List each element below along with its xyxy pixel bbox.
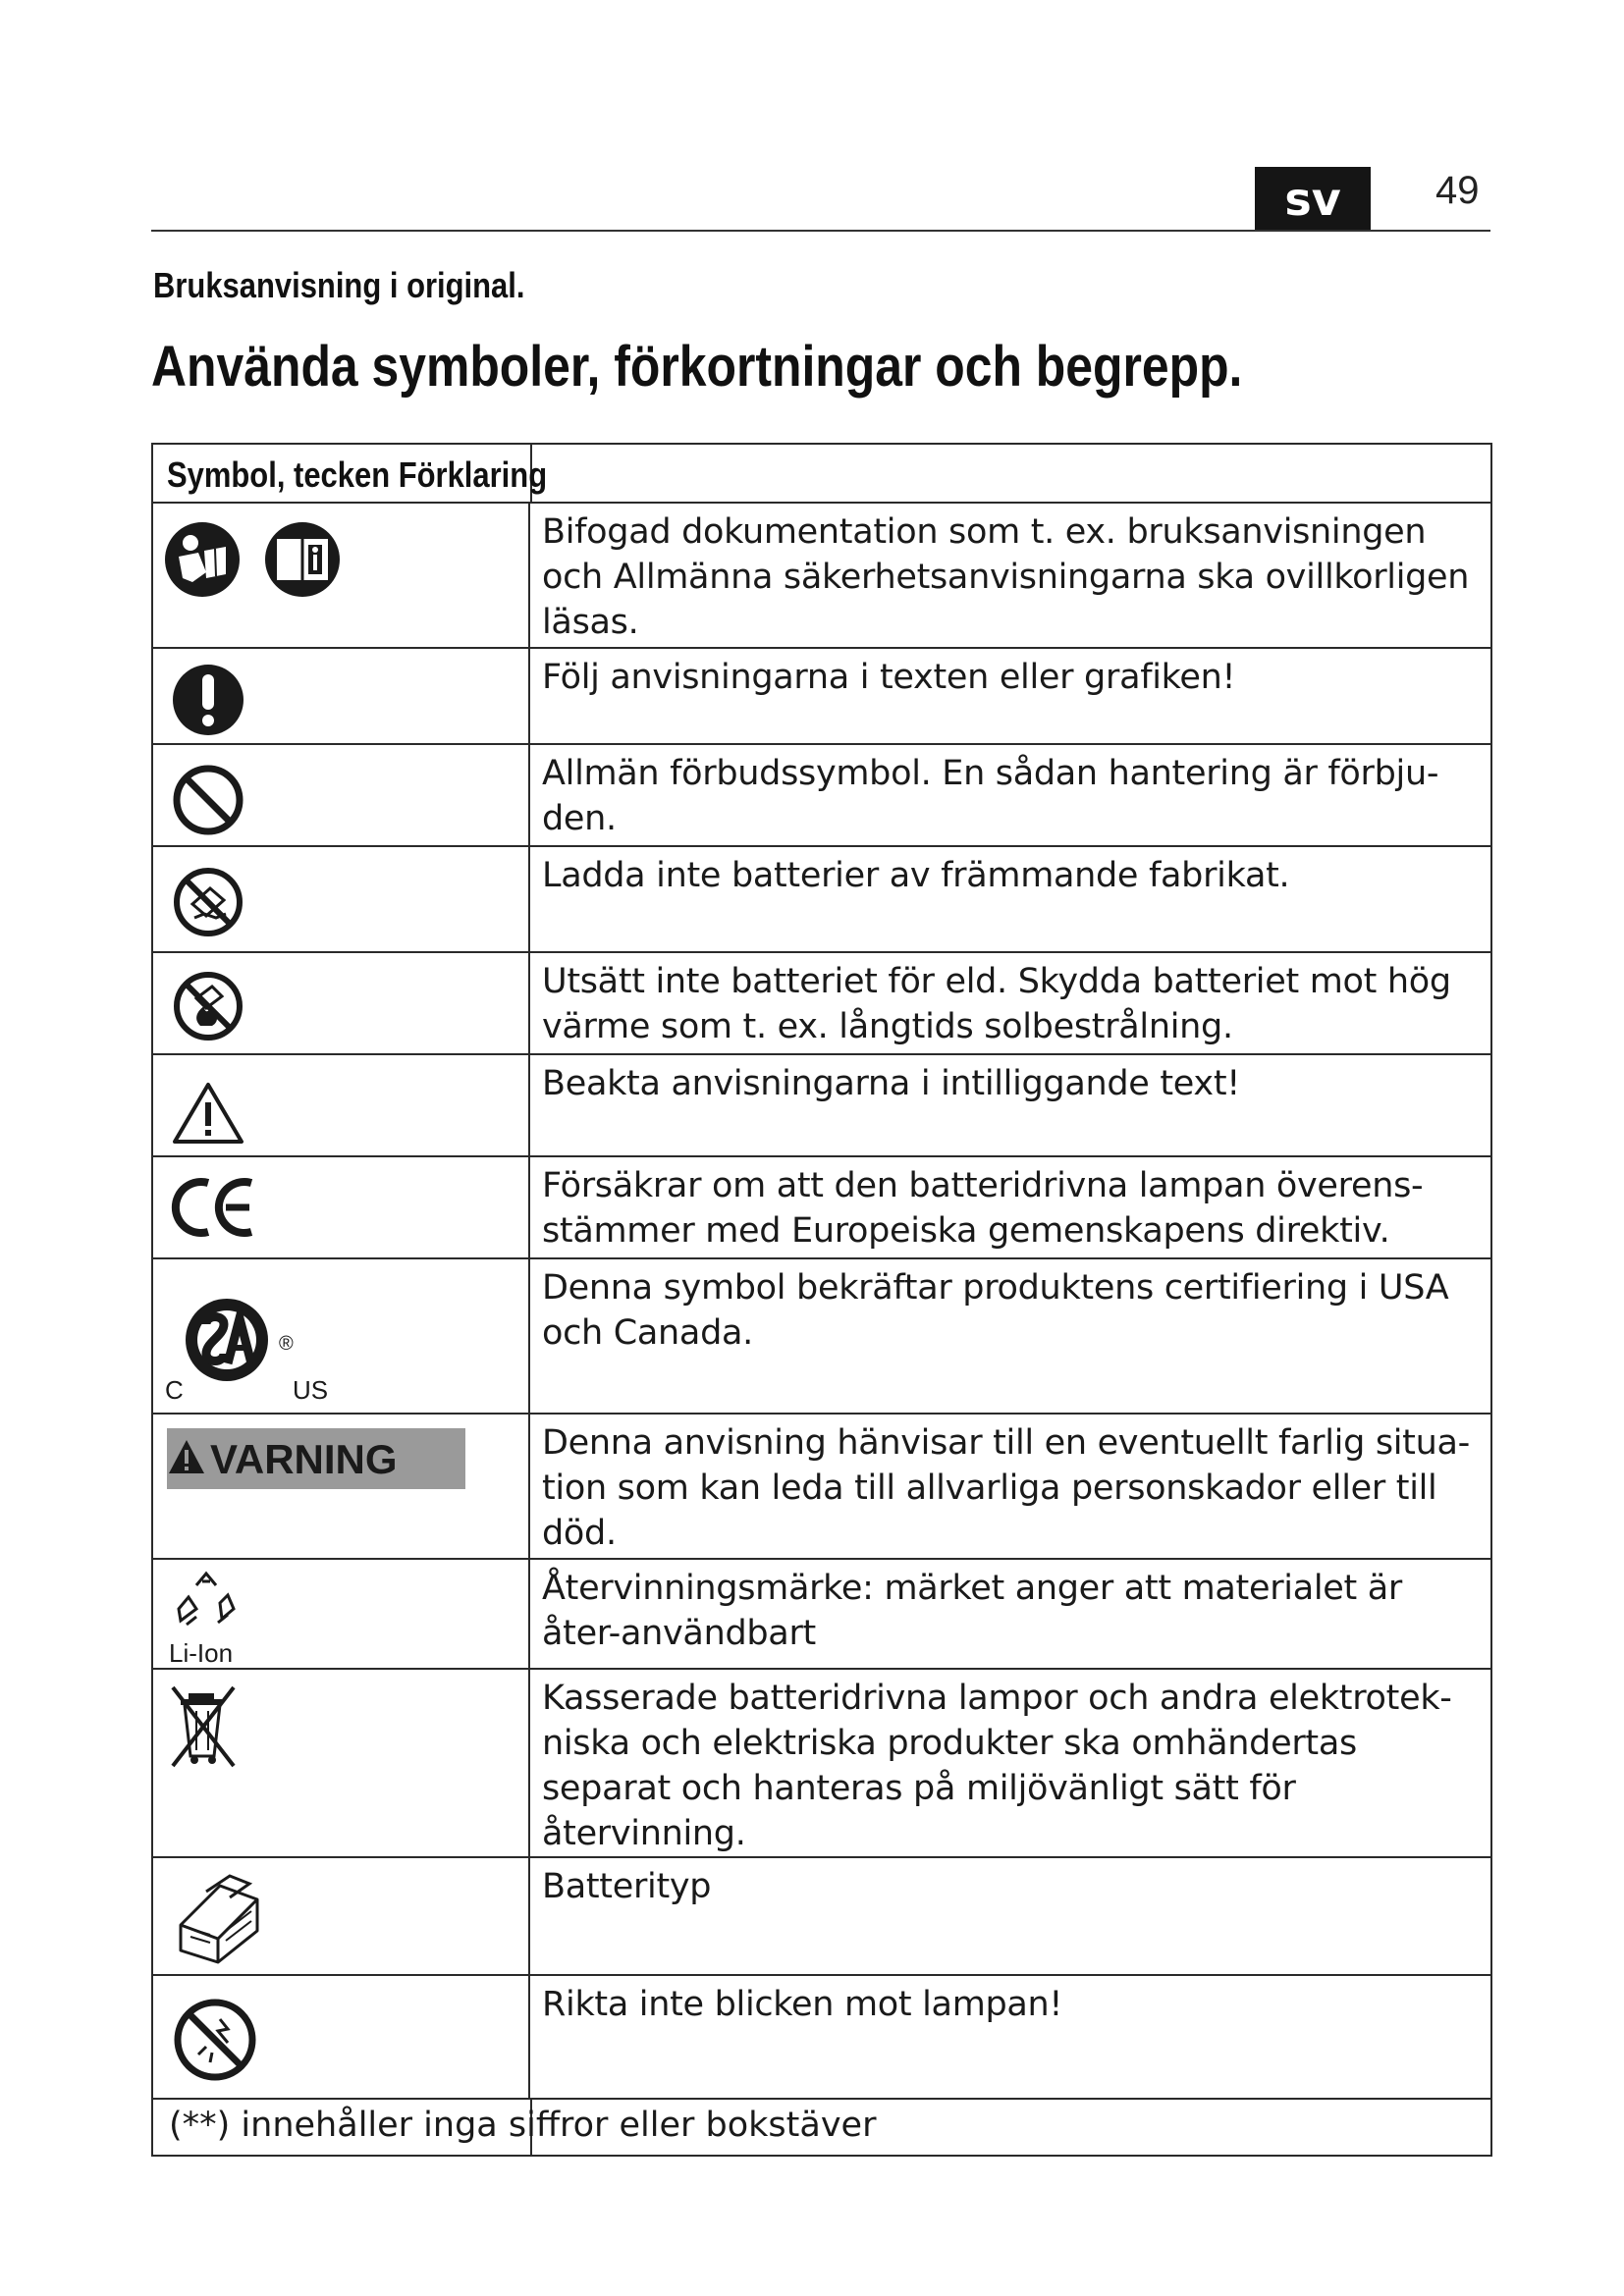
symbol-cell <box>152 1414 529 1559</box>
csa-label-c: C <box>165 1375 184 1405</box>
varning-label-icon <box>167 1428 465 1489</box>
table-row <box>152 1414 1491 1559</box>
li-ion-label: Li-Ion <box>169 1638 234 1668</box>
symbol-cell <box>152 1258 529 1414</box>
battery-type-icon <box>171 1870 279 1968</box>
csa-mark-icon <box>163 1269 369 1407</box>
table-row <box>152 952 1491 1054</box>
symbol-cell <box>152 1156 529 1258</box>
no-stare-lamp-icon <box>171 1996 259 2084</box>
table-row <box>152 1857 1491 1975</box>
table-row <box>152 1054 1491 1156</box>
language-badge: sv <box>1255 167 1371 232</box>
row-description: Allmän förbudssymbol. En sådan hantering är förbju-den. <box>542 754 1439 838</box>
table-footer <box>152 2099 1491 2156</box>
table-header-label: Symbol, tecken Förklaring <box>167 454 548 495</box>
row-description: Batterityp <box>542 1867 712 1906</box>
symbol-cell <box>152 952 529 1054</box>
read-manual-icon <box>163 517 350 602</box>
symbol-cell <box>152 1669 529 1857</box>
page-title: Använda symboler, förkortningar och begrepp. <box>151 335 1243 399</box>
prohibition-icon <box>171 763 245 837</box>
symbol-cell <box>152 503 529 648</box>
no-fire-battery-icon <box>171 969 245 1043</box>
recycling-li-ion-icon <box>167 1566 275 1668</box>
symbol-cell <box>152 1054 529 1156</box>
symbol-cell <box>152 744 529 846</box>
row-description: Utsätt inte batteriet för eld. Skydda batteriet mot hög värme som t. ex. långtids solbestrålning. <box>542 962 1451 1046</box>
row-description: Bifogad dokumentation som t. ex. bruksanvisningen och Allmänna säkerhetsanvisningarna ska ovillkorligen läsas. <box>542 512 1470 642</box>
row-description: Återvinningsmärke: märket anger att materialet är åter-användbart <box>542 1569 1403 1653</box>
table-footer-note: (**) innehåller inga siffror eller bokstäver <box>169 2106 877 2145</box>
table-row <box>152 1559 1491 1669</box>
table-row <box>152 1258 1491 1414</box>
table-row <box>152 744 1491 846</box>
row-description: Rikta inte blicken mot lampan! <box>542 1985 1063 2024</box>
page-number: 49 <box>1435 169 1480 212</box>
row-description: Beakta anvisningarna i intilliggande text! <box>542 1064 1240 1103</box>
varning-label-text: VARNING <box>210 1436 398 1482</box>
table-row <box>152 1669 1491 1857</box>
symbol-cell <box>152 846 529 952</box>
row-description: Försäkrar om att den batteridrivna lampan överens-stämmer med Europeiska gemenskapens direktiv. <box>542 1166 1424 1251</box>
table-row <box>152 503 1491 648</box>
ce-mark-icon <box>171 1175 259 1240</box>
warning-triangle-icon <box>171 1081 245 1146</box>
symbol-cell <box>152 648 529 744</box>
table-row <box>152 648 1491 744</box>
row-description: Kasserade batteridrivna lampor och andra elektrotek-niska och elektriska produkter ska omhändertas separat och hanteras på miljövänligt sätt för återvinning. <box>542 1679 1452 1853</box>
header-rule <box>151 230 1490 232</box>
csa-label-us: US <box>293 1375 329 1405</box>
row-description: Denna symbol bekräftar produktens certifiering i USA och Canada. <box>542 1268 1449 1353</box>
exclamation-icon <box>171 663 245 737</box>
row-description: Denna anvisning hänvisar till en eventuellt farlig situa-tion som kan leda till allvarliga personskador eller till död. <box>542 1423 1470 1553</box>
table-row <box>152 846 1491 952</box>
table-row <box>152 1975 1491 2099</box>
row-description: Följ anvisningarna i texten eller grafiken! <box>542 658 1236 697</box>
row-description: Ladda inte batterier av främmande fabrikat. <box>542 856 1290 895</box>
symbol-cell <box>152 1975 529 2099</box>
subtitle: Bruksanvisning i original. <box>153 265 525 305</box>
symbol-cell <box>152 1857 529 1975</box>
csa-label-reg: ® <box>279 1333 294 1355</box>
symbol-cell <box>152 1559 529 1669</box>
symbol-table <box>151 443 1492 2157</box>
table-row <box>152 1156 1491 1258</box>
no-foreign-battery-icon <box>171 865 245 939</box>
crossed-bin-icon <box>169 1683 247 1772</box>
table-header <box>152 444 1491 503</box>
